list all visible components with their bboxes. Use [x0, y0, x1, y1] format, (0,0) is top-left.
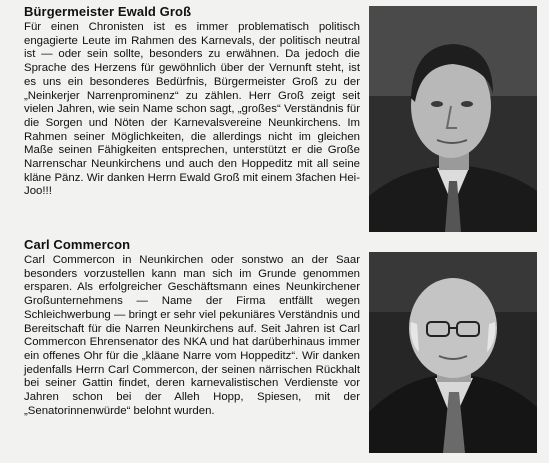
- portrait-photo-carl-commercon: [369, 252, 537, 453]
- portrait-carl-commercon-image: [369, 252, 537, 453]
- article-ewald-gross: [24, 4, 360, 199]
- article-heading: Carl Commercon: [24, 237, 131, 252]
- portrait-photo-ewald-gross: [369, 6, 537, 232]
- article-heading: Bürgermeister Ewald Groß: [24, 4, 192, 19]
- portrait-ewald-gross-image: [369, 6, 537, 232]
- article-body: Für einen Chronisten ist es immer problematisch politisch engagierte Leute im Rahmen des Karnevals, der politisch neutral ist — oder sein sollte, besonders zu erwähnen. Da jedoch die Sprache des Herzens für gewöhnlich über der Vernunft steht, ist es uns ein besonderes Bedürfnis, Bürgermeister Groß zu der „Neinkerjer Narrenprominenz“ zu zählen. Herr Groß zeigt seit vielen Jahren, wie sein Name schon sagt, „großes“ Verständnis für die Sorgen und Nöten der Karnevalsvereine Neunkirchens. Im Rahmen seiner Möglichkeiten, die allerdings nicht im gleichen Maße seinen Fähigkeiten entsprechen, unterstützt er die Große Narrenschar Neunkirchens und auch den Hoppeditz mit all seine kläne Pänz. Wir danken Herrn Ewald Groß mit einem 3fachen Hei-Joo!!!: [24, 21, 360, 198]
- article-carl-commercon: [24, 237, 360, 418]
- article-body: Carl Commercon in Neunkirchen oder sonstwo an der Saar besonders vorzustellen kann man sich im Grunde genommen ersparen. Als erfolgreicher Geschäftsmann eines Neunkirchener Großunternehmens — Name der Firma entfällt wegen Schleichwerbung — bringt er sehr viel pekuniäres Verständnis und Bereitschaft für die Narren Neunkirchens auf. Seit Jahren ist Carl Commercon Ehrensenator des NKA und hat darüberhinaus immer ein offenes Ohr für die „kläane Narre vom Hoppeditz“. Wir danken jedenfalls Herrn Carl Commercon, der seinen närrischen Rückhalt bei seiner Gattin findet, deren karnevalistischen Verdienste vor Jahren schon bei der Alleh Hopp, Spiesen, mit der „Senatorinnenwürde“ belohnt wurden.: [24, 254, 360, 417]
